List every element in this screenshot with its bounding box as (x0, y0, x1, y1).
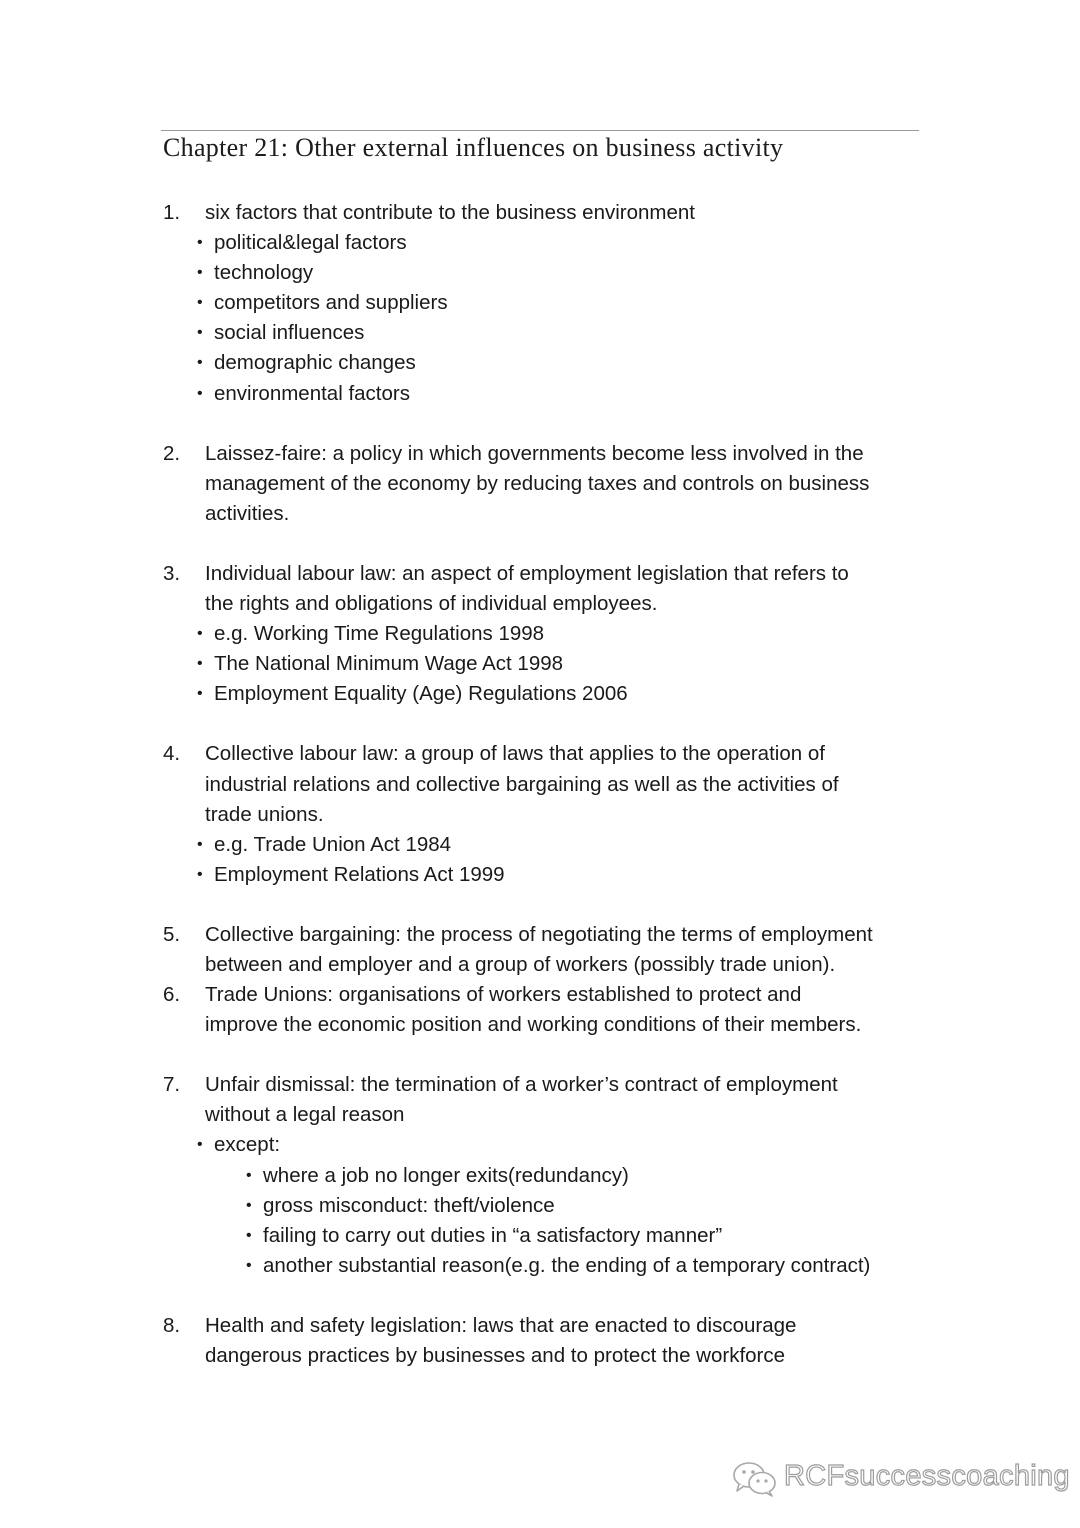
list-item-5 (163, 920, 933, 980)
item-number: 1. (163, 201, 181, 224)
list-item-4 (163, 739, 933, 829)
item-number: 8. (163, 1313, 181, 1337)
list-item-2 (163, 439, 933, 529)
bullet-item: • environmental factors (163, 379, 933, 409)
item-text: Collective labour law: a group of laws that applies to the operation of (205, 742, 825, 766)
bullet-icon: • (197, 234, 203, 252)
item-text: Trade Unions: organisations of workers established to protect and (205, 983, 802, 1007)
item-text: management of the economy by reducing taxes and controls on business (205, 471, 870, 495)
watermark (732, 1458, 1070, 1500)
watermark-text: RCFsuccesscoaching (784, 1460, 1070, 1492)
bullet-item: • social influences (163, 318, 933, 348)
bullet-item: • e.g. Working Time Regulations 1998 (163, 619, 933, 649)
document-body (163, 198, 933, 1371)
list-item-6 (163, 980, 933, 1040)
bullet-item: • Employment Relations Act 1999 (163, 860, 933, 890)
bullet-icon: • (197, 294, 203, 312)
item-text: Laissez-faire: a policy in which governments become less involved in the (205, 441, 864, 465)
sub-bullet-item: • where a job no longer exits(redundancy) (163, 1161, 933, 1191)
item-number: 6. (163, 983, 181, 1007)
bullet-icon: • (197, 625, 203, 643)
item-text: without a legal reason (205, 1103, 405, 1127)
bullet-icon: • (197, 835, 203, 853)
item-number: 4. (163, 742, 181, 766)
item-text: between and employer and a group of workers (possibly trade union). (205, 952, 836, 976)
bullet-group-7 (163, 1130, 933, 1280)
bullet-group-4 (163, 830, 933, 890)
item-number: 7. (163, 1073, 181, 1097)
item-text: Individual labour law: an aspect of employment legislation that refers to (205, 561, 849, 585)
bullet-group-1 (163, 228, 933, 409)
bullet-icon: • (197, 354, 203, 372)
bullet-icon: • (246, 1256, 252, 1274)
bullet-icon: • (246, 1226, 252, 1244)
bullet-icon: • (246, 1166, 252, 1184)
bullet-icon: • (197, 1136, 203, 1154)
list-item-7 (163, 1070, 933, 1130)
item-text: the rights and obligations of individual employees. (205, 592, 658, 616)
item-text: industrial relations and collective bargaining as well as the activities of (205, 772, 839, 796)
item-text: Health and safety legislation: laws that are enacted to discourage (205, 1313, 797, 1337)
item-text: Collective bargaining: the process of negotiating the terms of employment (205, 922, 873, 946)
item-number: 5. (163, 922, 181, 946)
item-text: dangerous practices by businesses and to protect the workforce (205, 1344, 786, 1367)
bullet-item: • competitors and suppliers (163, 288, 933, 318)
bullet-item: • political&legal factors (163, 228, 933, 258)
list-item-8 (163, 1311, 933, 1371)
bullet-item: • Employment Equality (Age) Regulations 2006 (163, 679, 933, 709)
bullet-item: • The National Minimum Wage Act 1998 (163, 649, 933, 679)
sub-bullet-item: • another substantial reason(e.g. the ending of a temporary contract) (163, 1251, 933, 1281)
sub-bullet-item: • gross misconduct: theft/violence (163, 1191, 933, 1221)
bullet-item: • technology (163, 258, 933, 288)
wechat-icon (732, 1460, 778, 1498)
bullet-icon: • (197, 384, 203, 402)
bullet-icon: • (197, 685, 203, 703)
list-item-3 (163, 559, 933, 619)
item-text: Unfair dismissal: the termination of a worker’s contract of employment (205, 1073, 838, 1097)
bullet-group-3 (163, 619, 933, 709)
bullet-icon: • (246, 1196, 252, 1214)
bullet-icon: • (197, 264, 203, 282)
item-text: six factors that contribute to the business environment (205, 201, 695, 224)
bullet-icon: • (197, 865, 203, 883)
item-text: improve the economic position and working conditions of their members. (205, 1013, 862, 1037)
bullet-icon: • (197, 324, 203, 342)
item-text: trade unions. (205, 802, 324, 826)
chapter-title: Chapter 21: Other external influences on business activity (163, 133, 784, 162)
item-number: 3. (163, 561, 181, 585)
bullet-icon: • (197, 655, 203, 673)
list-item-1 (163, 198, 933, 228)
item-text: activities. (205, 501, 290, 525)
bullet-item: • except: (163, 1130, 933, 1160)
item-number: 2. (163, 441, 181, 465)
bullet-item: • e.g. Trade Union Act 1984 (163, 830, 933, 860)
sub-bullet-item: • failing to carry out duties in “a satisfactory manner” (163, 1221, 933, 1251)
bullet-item: • demographic changes (163, 348, 933, 378)
